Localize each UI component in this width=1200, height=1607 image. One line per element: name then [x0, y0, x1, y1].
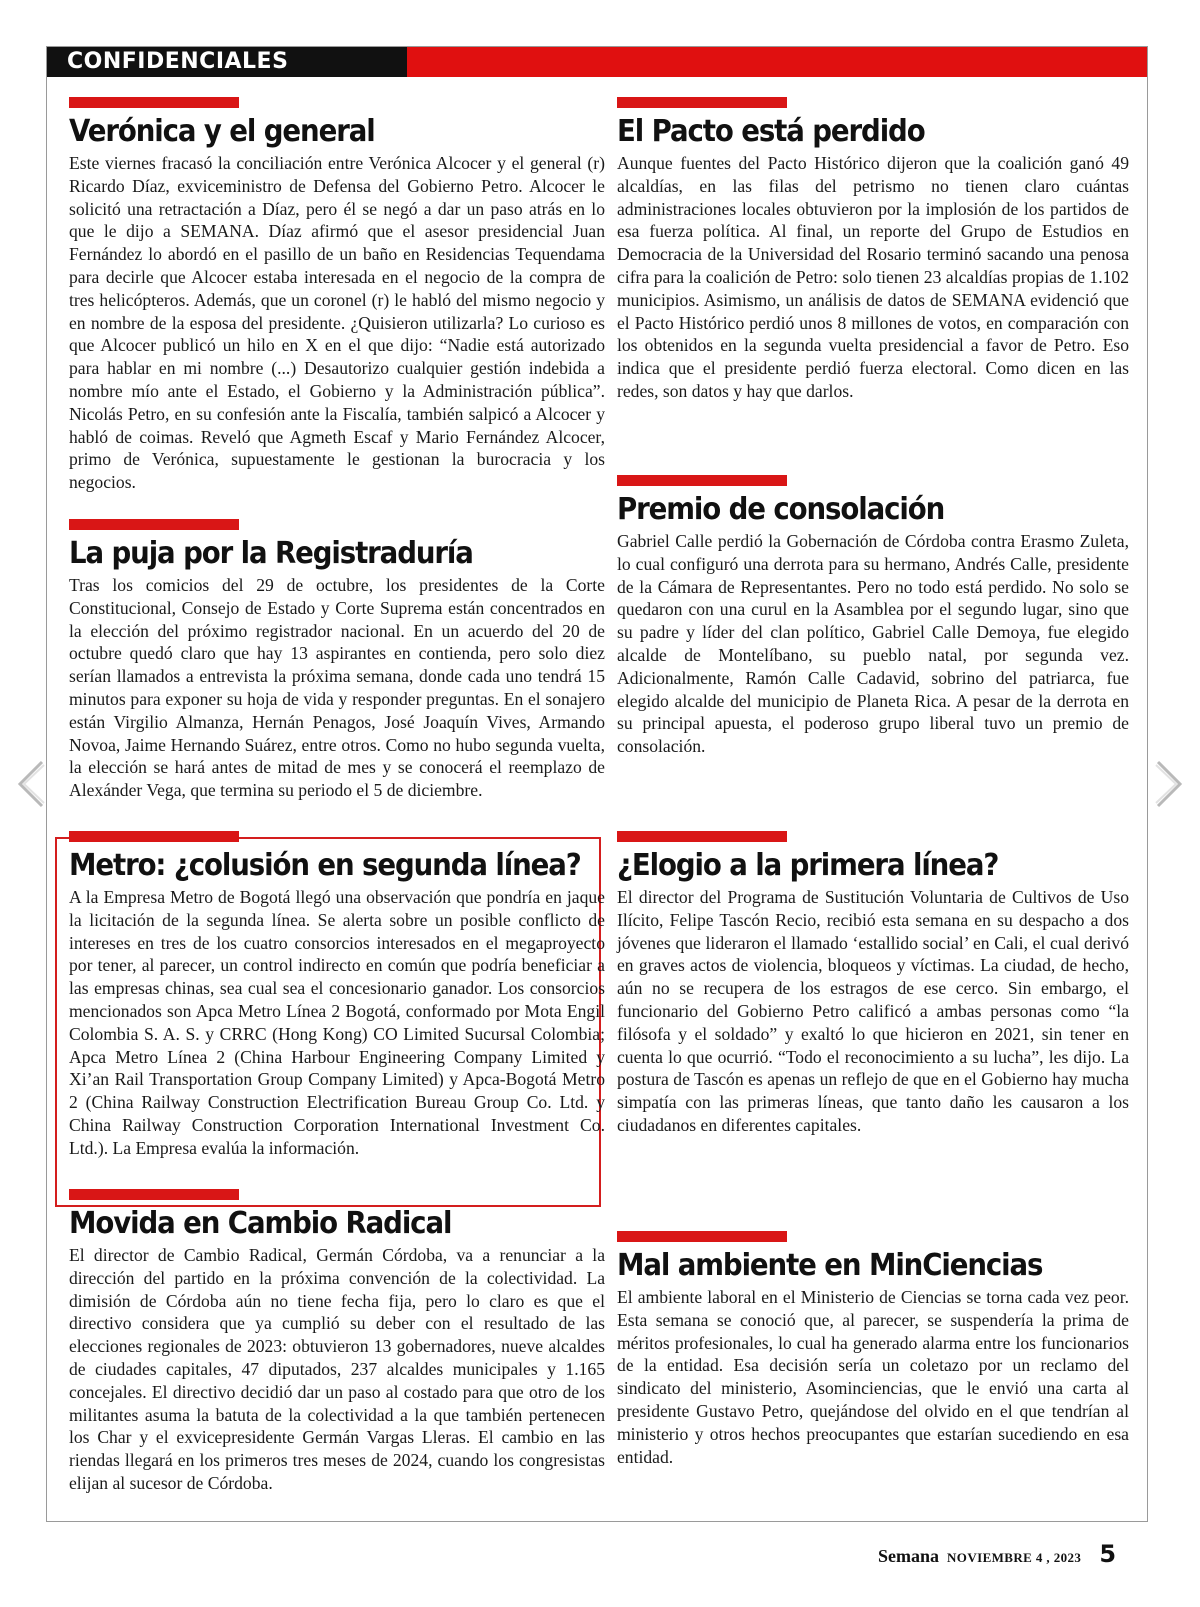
article-rule — [69, 97, 239, 108]
article-title: Verónica y el general — [69, 114, 375, 149]
article-title: El Pacto está perdido — [617, 114, 925, 149]
article-cambio-radical — [69, 1189, 605, 1495]
article-title: Movida en Cambio Radical — [69, 1206, 452, 1241]
article-rule — [69, 1189, 239, 1200]
article-title: Premio de consolación — [617, 492, 945, 527]
page-number: 5 — [1099, 1540, 1117, 1568]
article-rule — [617, 97, 787, 108]
article-minciencias — [617, 1231, 1129, 1468]
article-body: El ambiente laboral en el Ministerio de Ciencias se torna cada vez peor. Esta semana se conoció que, al parecer, se suspendería la prima de méritos profesionales, lo cual ha generado alarma entre los funcionarios de la entidad. Esa decisión sería un coletazo por un reclamo del sindicato del ministerio, Asominciencias, que le envió una carta al presidente Gustavo Petro, quejándose del olvido en el que tendrían al ministerio y otros hechos preocupantes que estarían sucediendo en esa entidad. — [617, 1287, 1129, 1467]
chevron-right-icon — [1154, 758, 1184, 810]
prev-page-button[interactable] — [16, 758, 46, 810]
article-rule — [617, 1231, 787, 1242]
article-body: El director de Cambio Radical, Germán Córdoba, va a renunciar a la dirección del partido en la próxima convención de la colectividad. La dimisión de Córdoba aún no tiene fecha fija, pero lo claro es que el directivo considera que ya cumplió su deber con el resultado de las elecciones regionales de 2023: obtuvieron 13 gobernadores, nueve alcaldes de ciudades capitales, 47 diputados, 237 alcaldes municipales y 1.165 concejales. El directivo decidió dar un paso al costado para que otro de los militantes asuma la batuta de la colectividad a la que también pertenecen los Char y el exvicepresidente Germán Vargas Lleras. El cambio en las riendas llegará en los primeros tres meses de 2024, cuando los congresistas elijan al sucesor de Córdoba. — [69, 1245, 605, 1493]
article-veronica — [69, 97, 605, 494]
article-premio — [617, 475, 1129, 758]
chevron-left-icon — [16, 758, 46, 810]
article-body: A la Empresa Metro de Bogotá llegó una observación que pondría en jaque la licitación de la segunda línea. Se alerta sobre un posible conflicto de intereses en tres de los cuatro consorcios interesados en el megaproyecto por tener, al parecer, un control indirecto en común que podría beneficiar a las empresas chinas, sea cual sea el concesionario ganador. Los consorcios mencionados son Apca Metro Línea 2 Bogotá, conformado por Mota Engil Colombia S. A. S. y CRRC (Hong Kong) CO Limited Sucursal Colombia; Apca Metro Línea 2 (China Harbour Engineering Company Limited y Xi’an Rail Transportation Group Company Limited) y Apca-Bogotá Metro 2 (China Railway Construction Electrification Bureau Group Co. Ltd. y China Railway Construction Corporation International Investment Co. Ltd.). La Empresa evalúa la información. — [69, 887, 605, 1158]
article-rule — [69, 831, 239, 842]
article-title: ¿Elogio a la primera línea? — [617, 848, 999, 883]
article-elogio — [617, 831, 1129, 1137]
article-registraduria — [69, 519, 605, 802]
article-body: Gabriel Calle perdió la Gobernación de Córdoba contra Erasmo Zuleta, lo cual configuró una derrota para su hermano, Andrés Calle, presidente de la Cámara de Representantes. Pero no todo está perdido. No solo se quedaron con una curul en la Asamblea por el segundo lugar, sino que su padre y líder del clan político, Gabriel Calle Demoya, fue elegido alcalde de Montelíbano, su pueblo natal, por segunda vez. Adicionalmente, Ramón Calle Cadavid, sobrino del patriarca, fue elegido alcalde del municipio de Planeta Rica. A pesar de la derrota en su principal apuesta, el poderoso grupo liberal tuvo un premio de consolación. — [617, 531, 1129, 757]
article-title: Metro: ¿colusión en segunda línea? — [69, 848, 581, 883]
article-rule — [617, 475, 787, 486]
article-body: Tras los comicios del 29 de octubre, los presidentes de la Corte Constitucional, Consejo de Estado y Corte Suprema están concentrados en la elección del próximo registrador nacional. En un acuerdo del 20 de octubre quedó claro que hay 13 aspirantes en contienda, pero solo diez serían llamados a entrevista la próxima semana, donde cada uno tendrá 15 minutos para exponer su hoja de vida y responder preguntas. En el sonajero están Virgilio Almanza, Hernán Penagos, José Joaquín Vives, Armando Novoa, Jaime Hernando Suárez, entre otros. Como no hubo segunda vuelta, la elección se hará antes de mitad de mes y se conocerá el reemplazo de Alexánder Vega, que termina su periodo el 5 de diciembre. — [69, 575, 605, 801]
article-body: El director del Programa de Sustitución Voluntaria de Cultivos de Uso Ilícito, Felipe Tascón Recio, recibió esta semana en su despacho a dos jóvenes que lideraron el llamado ‘estallido social’ en Cali, el cual derivó en graves actos de violencia, bloqueos y víctimas. La ciudad, de hecho, aún no se recupera de los estragos de ese cerco. Sin embargo, el funcionario del Gobierno Petro calificó a ambas personas como “la filósofa y el soldado” y exaltó lo que hicieron en 2021, sin tener en cuenta lo que ocurrió. “Todo el reconocimiento a su lucha”, les dijo. La postura de Tascón es apenas un reflejo de que en el Gobierno hay mucha simpatía con las primeras líneas, que tanto daño les causaron a los ciudadanos en diferentes capitales. — [617, 887, 1129, 1135]
article-title: La puja por la Registraduría — [69, 536, 473, 571]
section-red-bar — [407, 47, 1147, 77]
issue-date: NOVIEMBRE 4 , 2023 — [947, 1550, 1082, 1565]
magazine-name: Semana — [878, 1546, 940, 1566]
article-body: Aunque fuentes del Pacto Histórico dijeron que la coalición ganó 49 alcaldías, en las filas del petrismo no tienen claro cuántas administraciones locales obtuvieron por la implosión de los partidos de esa fuerza política. Al final, un reporte del Grupo de Estudios en Democracia de la Universidad del Rosario terminó sacando una penosa cifra para la coalición de Petro: solo tienen 23 alcaldías propias de 1.102 municipios. Asimismo, un análisis de datos de SEMANA evidenció que el Pacto Histórico perdió unos 8 millones de votos, en comparación con los obtenidos en la segunda vuelta presidencial a favor de Petro. Eso indica que el presidente perdió fuerza electoral. Como dicen en las redes, son datos y hay que darlos. — [617, 153, 1129, 401]
magazine-page — [46, 46, 1148, 1522]
article-metro — [69, 831, 605, 1160]
article-rule — [69, 519, 239, 530]
article-rule — [617, 831, 787, 842]
article-pacto — [617, 97, 1129, 403]
page-footer — [878, 1540, 1116, 1568]
section-header — [47, 47, 1147, 77]
section-label: CONFIDENCIALES — [47, 47, 407, 77]
article-title: Mal ambiente en MinCiencias — [617, 1248, 1043, 1283]
next-page-button[interactable] — [1154, 758, 1184, 810]
article-body: Este viernes fracasó la conciliación entre Verónica Alcocer y el general (r) Ricardo Díaz, exviceministro de Defensa del Gobierno Petro. Alcocer le solicitó una retractación a Díaz, pero él se negó a dar un paso atrás en lo que le dijo a SEMANA. Díaz afirmó que el asesor presidencial Juan Fernández lo abordó en el pasillo de un baño en Residencias Tequendama para decirle que Alcocer estaba interesada en el negocio de la compra de tres helicópteros. Además, que un coronel (r) le habló del mismo negocio y en nombre de la esposa del presidente. ¿Quisieron utilizarla? Lo curioso es que Alcocer publicó un hilo en X en el que dijo: “Nadie está autorizado para hablar en mi nombre (...) Desautorizo cualquier gestión indebida a nombre mío ante el Estado, el Gobierno y la Administración pública”. Nicolás Petro, en su confesión ante la Fiscalía, también salpicó a Alcocer y habló de coimas. Reveló que Agmeth Escaf y Mario Fernández Alcocer, primo de Verónica, supuestamente le gestionan la burocracia y los negocios. — [69, 153, 605, 493]
